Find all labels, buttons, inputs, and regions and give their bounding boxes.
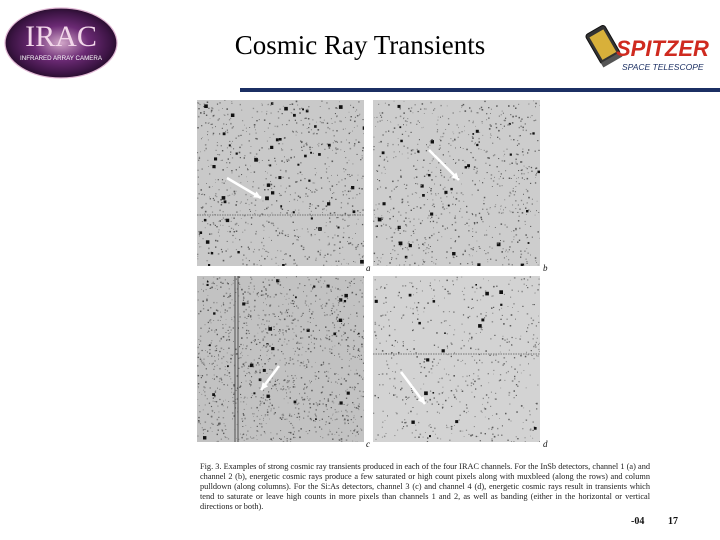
slide-header (0, 0, 720, 92)
panel-label-d: d (543, 439, 548, 449)
header-rule (240, 88, 720, 92)
panel-a-image (197, 100, 364, 266)
panel-b (373, 100, 540, 266)
spitzer-logo (578, 14, 716, 78)
figure-caption: Fig. 3. Examples of strong cosmic ray transients produced in each of the four IRAC channels. For the InSb detectors, channel 1 (a) and channel 2 (b), energetic cosmic rays produce a few saturated or high count pixels along with muxbleed (along the rows) and column pulldown (along columns). For the Si:As detectors, channel 3 (c) and channel 4 (d), energetic cosmic rays result in transients which tend to saturate or leave high counts in more pixels than channels 1 and 2, as well as banding (either in the horizontal or vertical directions or both). (200, 462, 650, 511)
panel-c-image (197, 276, 364, 442)
panel-label-c: c (366, 439, 370, 449)
panel-label-b: b (543, 263, 548, 273)
cosmic-ray-figure (195, 100, 555, 456)
footer-date: -04 (631, 516, 645, 527)
svg-text:IRAC: IRAC (25, 20, 97, 53)
panel-a (197, 100, 364, 266)
panel-c (197, 276, 364, 442)
panel-d-image (373, 276, 540, 442)
svg-text:INFRARED ARRAY CAMERA: INFRARED ARRAY CAMERA (20, 55, 102, 62)
svg-text:SPITZER: SPITZER (616, 36, 709, 61)
panel-label-a: a (366, 263, 371, 273)
slide-title: Cosmic Ray Transients (234, 30, 486, 60)
panel-d (373, 276, 540, 442)
panel-b-image (373, 100, 540, 266)
irac-logo (3, 6, 119, 80)
page-number: 17 (668, 516, 678, 527)
svg-text:SPACE TELESCOPE: SPACE TELESCOPE (622, 62, 704, 72)
